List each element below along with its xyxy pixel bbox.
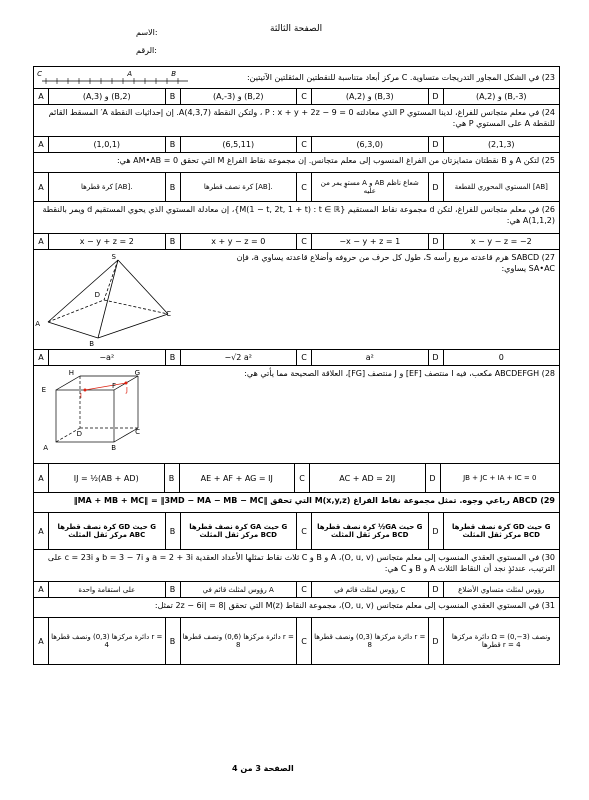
option-24-c[interactable]: (6,3,0) xyxy=(312,137,429,152)
pyramid-label-d: D xyxy=(94,291,100,299)
option-letter: B xyxy=(166,513,181,549)
option-letter: C xyxy=(295,464,310,492)
pyramid-label-s: S xyxy=(111,253,116,261)
option-letter: C xyxy=(297,173,312,201)
exam-sheet xyxy=(33,66,560,665)
question-29-text: 29) ABCD رباعي وجوه. تمثل مجموعة نقاط الفراغ M(x,y,z) التي تحقق ‖MA + MB + MC‖ = ‖3MD − MA − MB − MC‖ xyxy=(73,496,555,505)
ruler-label-c: C xyxy=(37,70,42,78)
cube-label-d: D xyxy=(76,430,82,438)
question-26-text: 26) في معلم متجانس للفراغ، لتكن d مجموعة نقاط المستقيم {M(1 − t, 2t, 1 + t) : t ∈ ℝ}، إن معادلة المستوي الذي يحوي المستقيم d ويمر بالنقطة A(1,1,2) هي: xyxy=(42,205,555,225)
question-27 xyxy=(34,250,559,350)
option-29-d[interactable]: كرة نصف قطرها GD حيث G مركز ثقل المثلث BCD xyxy=(452,523,551,539)
option-letter: D xyxy=(429,234,444,249)
cube-label-j: J xyxy=(125,386,128,394)
question-24-text: 24) في معلم متجانس للفراغ، لدينا المستوي P الذي معادلته P : x + y + 2z − 9 = 0 ، ولتكن النقطة A(4,3,7). إن إحداثيات النقطة A′ المسقط القائم للنقطة A على المستوي P هي: xyxy=(48,108,555,128)
option-letter: A xyxy=(34,582,49,597)
cube-label-f: F xyxy=(111,382,116,390)
question-23-text: 23) في الشكل المجاور التدريجات متساوية. C مركز أبعاد متناسبة للنقطتين المثقلتين الآتيتين: xyxy=(246,73,555,82)
option-25-d[interactable]: المستوي المحوري للقطعة [AB] xyxy=(454,183,548,191)
cube-label-c: C xyxy=(135,428,140,436)
option-letter: D xyxy=(429,513,444,549)
page-title: الصفحة الثالثة xyxy=(270,24,323,34)
option-letter: B xyxy=(166,582,181,597)
option-26-c[interactable]: −x − y + z = 1 xyxy=(312,234,429,249)
answers-28 xyxy=(34,464,559,493)
option-26-b[interactable]: x + y − z = 0 xyxy=(181,234,298,249)
option-letter: A xyxy=(34,173,49,201)
option-letter: C xyxy=(297,234,312,249)
question-25-text: 25) لتكن A و B نقطتان متمايزتان من الفراغ المنسوب إلى معلم متجانس. إن مجموعة نقاط الفراغ M التي تحقق AM•AB = 0 هي: xyxy=(116,156,555,165)
pyramid-label-c: C xyxy=(166,310,171,318)
option-letter: A xyxy=(34,89,49,104)
cube-label-g: G xyxy=(134,369,140,377)
option-letter: D xyxy=(429,173,444,201)
answers-25 xyxy=(34,173,559,202)
option-28-c[interactable]: AC + AD = 2IJ xyxy=(310,464,426,492)
option-24-a[interactable]: (1,0,1) xyxy=(49,137,166,152)
question-30-text: 30) في المستوي العقدي المنسوب إلى معلم متجانس (O, u, v)، A و B و C ثلاث نقاط تمثلها الأعداد العقدية a = 2 + 3i و b = 3 − 7i و c = 23i على الترتيب، عندئذٍ نجد أن النقاط الثلاث A و B و C هي: xyxy=(47,553,555,573)
option-29-a[interactable]: كرة نصف قطرها GD حيث G مركز ثقل المثلث ABC xyxy=(49,513,166,549)
option-letter: B xyxy=(166,89,181,104)
option-25-a[interactable]: كرة قطرها [AB]. xyxy=(49,173,166,201)
name-label: الاسم: xyxy=(136,28,158,37)
question-30 xyxy=(34,550,559,582)
answers-24 xyxy=(34,137,559,153)
option-letter: D xyxy=(429,582,444,597)
option-30-a[interactable]: على استقامة واحدة xyxy=(49,582,166,597)
answers-26 xyxy=(34,234,559,250)
option-23-d[interactable]: (A,2) و (B,-3) xyxy=(475,92,527,101)
ruler-label-a: A xyxy=(127,70,132,78)
ruler-label-b: B xyxy=(171,70,176,78)
cube-figure xyxy=(42,370,152,460)
option-26-a[interactable]: x − y + z = 2 xyxy=(49,234,166,249)
option-letter: A xyxy=(34,618,49,664)
option-26-d[interactable]: x − y − z = −2 xyxy=(470,237,532,246)
answers-31 xyxy=(34,618,559,664)
option-letter: D xyxy=(429,137,444,152)
option-31-a[interactable]: دائرة مركزها (0,3) ونصف قطرها r = 4 xyxy=(49,618,166,664)
question-28-text: 28) ABCDEFGH مكعب، فيه I منتصف [EF] و J منتصف [FG]، العلاقة الصحيحة مما يأتي هي: xyxy=(244,369,555,378)
question-24 xyxy=(34,105,559,137)
option-29-b[interactable]: كرة نصف قطرها GA حيث G مركز ثقل المثلث BCD xyxy=(181,513,298,549)
option-letter: B xyxy=(166,173,181,201)
pyramid-label-a: A xyxy=(35,320,40,328)
option-letter: C xyxy=(297,137,312,152)
question-28 xyxy=(34,366,559,464)
option-23-c[interactable]: (A,2) و (B,3) xyxy=(312,89,429,104)
cube-label-b: B xyxy=(111,444,116,452)
option-25-c[interactable]: مستوٍ يمر من A و AB شعاع ناظم عليه xyxy=(312,173,429,201)
option-28-a[interactable]: IJ = ½(AB + AD) xyxy=(49,464,165,492)
option-letter: A xyxy=(34,513,49,549)
option-letter: D xyxy=(429,350,444,365)
option-27-c[interactable]: a² xyxy=(312,350,429,365)
answers-30 xyxy=(34,582,559,598)
option-27-b[interactable]: −√2 a² xyxy=(181,350,298,365)
option-31-b[interactable]: دائرة مركزها (0,6) ونصف قطرها r = 8 xyxy=(181,618,298,664)
option-letter: C xyxy=(297,582,312,597)
question-31-text: 31) في المستوي العقدي المنسوب إلى معلم متجانس (O, u, v)، مجموعة النقاط M(z) التي تحقق |2z − 6i| = 8 تمثل: xyxy=(154,601,555,610)
option-letter: A xyxy=(34,137,49,152)
option-letter: B xyxy=(166,234,181,249)
option-letter: A xyxy=(34,464,49,492)
option-30-b[interactable]: رؤوس لمثلث قائم في A xyxy=(181,582,298,597)
option-30-c[interactable]: رؤوس لمثلث قائم في C xyxy=(312,582,429,597)
option-30-d[interactable]: رؤوس لمثلث متساوي الأضلاع xyxy=(458,585,545,594)
cube-label-i: I xyxy=(79,392,82,400)
option-27-d[interactable]: 0 xyxy=(498,353,504,362)
option-letter: C xyxy=(297,350,312,365)
option-31-d[interactable]: دائرة مركزها Ω = (0,−3) ونصف قطرها r = 4 xyxy=(451,633,551,649)
option-letter: C xyxy=(297,89,312,104)
page-footer: الصفحة 3 من 4 xyxy=(232,764,294,773)
cube-label-h: H xyxy=(68,369,74,377)
cube-label-e: E xyxy=(41,386,46,394)
option-letter: A xyxy=(34,234,49,249)
option-28-b[interactable]: AE + AF + AG = IJ xyxy=(180,464,296,492)
pyramid-label-b: B xyxy=(89,340,94,348)
question-29 xyxy=(34,493,559,513)
option-25-b[interactable]: كرة نصف قطرها [AB]. xyxy=(181,173,298,201)
option-28-d[interactable]: JB + JC + IA + IC = 0 xyxy=(463,474,537,482)
answers-23 xyxy=(34,89,559,105)
option-letter: C xyxy=(297,618,312,664)
option-letter: B xyxy=(166,137,181,152)
question-31 xyxy=(34,598,559,618)
option-27-a[interactable]: −a² xyxy=(49,350,166,365)
option-letter: B xyxy=(166,618,181,664)
option-23-a[interactable]: (A,3) و (B,2) xyxy=(49,89,166,104)
option-letter: D xyxy=(426,464,441,492)
number-label: الرقم: xyxy=(136,46,157,55)
option-letter: B xyxy=(166,350,181,365)
question-23 xyxy=(34,67,559,89)
question-25 xyxy=(34,153,559,173)
number-line-figure xyxy=(37,69,190,87)
option-24-b[interactable]: (6,5,11) xyxy=(181,137,298,152)
answers-27 xyxy=(34,350,559,366)
option-letter: A xyxy=(34,350,49,365)
cube-label-a: A xyxy=(43,444,48,452)
option-31-c[interactable]: دائرة مركزها (0,3) ونصف قطرها r = 8 xyxy=(312,618,429,664)
option-letter: D xyxy=(429,618,444,664)
pyramid-figure xyxy=(35,253,188,348)
question-26 xyxy=(34,202,559,234)
option-letter: C xyxy=(297,513,312,549)
option-23-b[interactable]: (A,-3) و (B,2) xyxy=(181,89,298,104)
option-letter: D xyxy=(429,89,444,104)
option-24-d[interactable]: (2,1,3) xyxy=(487,140,515,149)
option-letter: B xyxy=(165,464,180,492)
option-29-c[interactable]: كرة نصف قطرها ½GA حيث G مركز ثقل المثلث BCD xyxy=(312,513,429,549)
question-27-text: 27) SABCD هرم قاعدته مربع رأسه S، طول كل حرف من حروفه وأضلاع قاعدته يساوي a، فإن SA•AC يساوي: xyxy=(236,253,555,273)
answers-29 xyxy=(34,513,559,550)
